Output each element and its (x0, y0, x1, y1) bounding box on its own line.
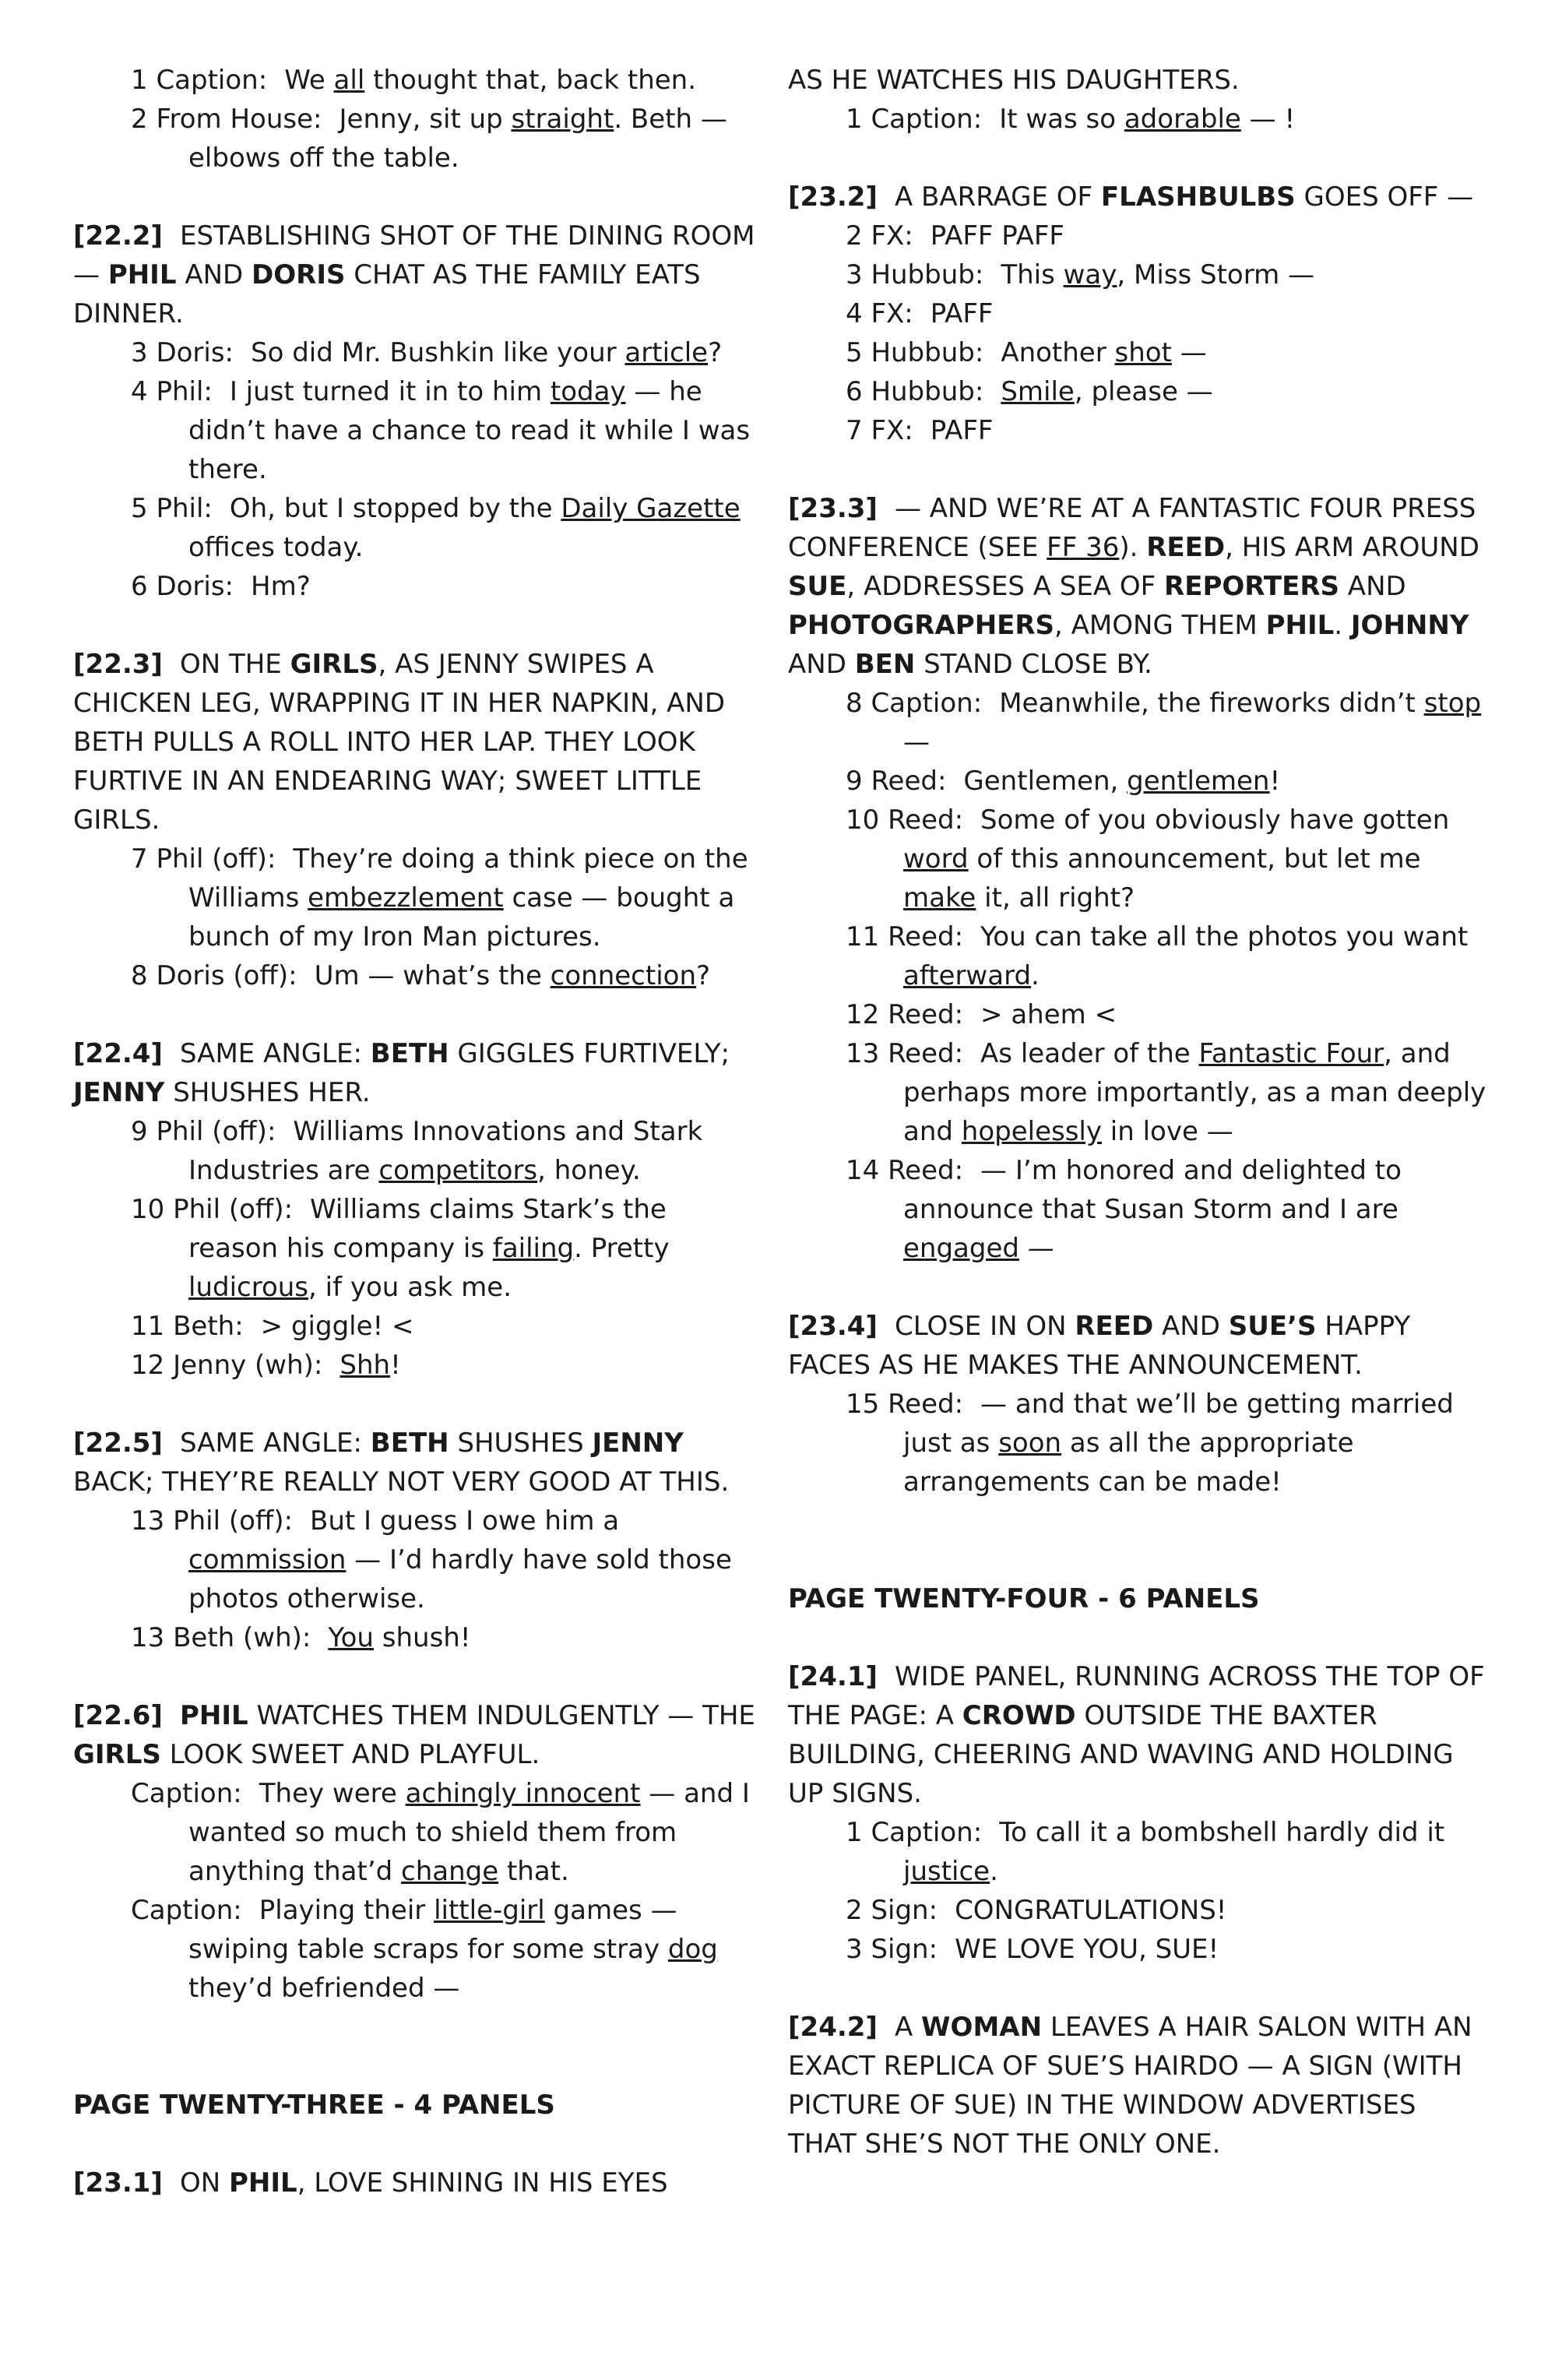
panel-description: [23.3] — AND WE’RE AT A FANTASTIC FOUR PRESS CONFERENCE (SEE FF 36). REED, HIS ARM AROUND SUE, ADDRESSES A SEA OF REPORTERS AND PHOTOGRAPHERS, AMONG THEM PHIL. JOHNNY AND BEN STAND CLOSE BY. (788, 493, 1479, 680)
panel-description: [22.5] SAME ANGLE: BETH SHUSHES JENNY BACK; THEY’RE REALLY NOT VERY GOOD AT THIS. (73, 1428, 730, 1498)
dialogue-line: 14 Reed: — I’m honored and delighted to announce that Susan Storm and I are engaged — (846, 1155, 1402, 1264)
dialogue-line: 4 FX: PAFF (846, 298, 994, 329)
panel-description-continued: AS HE WATCHES HIS DAUGHTERS. (788, 65, 1240, 96)
dialogue-line: 3 Sign: WE LOVE YOU, SUE! (846, 1934, 1219, 1965)
panel-description: [22.4] SAME ANGLE: BETH GIGGLES FURTIVELY; JENNY SHUSHES HER. (73, 1038, 730, 1108)
dialogue-line: 13 Phil (off): But I guess I owe him a commission — I’d hardly have sold those photos otherwise. (131, 1505, 732, 1614)
dialogue-line: 2 From House: Jenny, sit up straight. Beth — elbows off the table. (131, 104, 727, 174)
dialogue-line: 9 Reed: Gentlemen, gentlemen! (846, 766, 1281, 797)
dialogue-line: 13 Beth (wh): You shush! (131, 1622, 471, 1653)
dialogue-line: 3 Hubbub: This way, Miss Storm — (846, 259, 1315, 290)
dialogue-line: Caption: Playing their little-girl games — swiping table scraps for some stray dog they’d befriended — (131, 1895, 718, 2004)
dialogue-line: 4 Phil: I just turned it in to him today — he didn’t have a chance to read it while I was there. (131, 376, 751, 485)
dialogue-line: Caption: They were achingly innocent — and I wanted so much to shield them from anything that’d change that. (131, 1778, 750, 1887)
dialogue-line: 6 Doris: Hm? (131, 571, 311, 602)
panel-description: [22.3] ON THE GIRLS, AS JENNY SWIPES A CHICKEN LEG, WRAPPING IT IN HER NAPKIN, AND BETH PULLS A ROLL INTO HER LAP. THEY LOOK FURTIVE IN AN ENDEARING WAY; SWEET LITTLE GIRLS. (73, 649, 726, 836)
dialogue-line: 1 Caption: To call it a bombshell hardly did it justice. (846, 1817, 1445, 1887)
dialogue-line: 11 Beth: > giggle! < (131, 1311, 414, 1342)
dialogue-line: 1 Caption: We all thought that, back then. (131, 65, 697, 96)
dialogue-line: 9 Phil (off): Williams Innovations and Stark Industries are competitors, honey. (131, 1116, 703, 1186)
dialogue-line: 11 Reed: You can take all the photos you want afterward. (846, 921, 1469, 991)
panel-description: [23.4] CLOSE IN ON REED AND SUE’S HAPPY FACES AS HE MAKES THE ANNOUNCEMENT. (788, 1311, 1411, 1381)
panel-description: [22.2] ESTABLISHING SHOT OF THE DINING ROOM — PHIL AND DORIS CHAT AS THE FAMILY EATS DINNER. (73, 220, 755, 329)
dialogue-line: 5 Phil: Oh, but I stopped by the Daily Gazette offices today. (131, 493, 741, 563)
dialogue-line: 1 Caption: It was so adorable — ! (846, 104, 1296, 135)
dialogue-line: 10 Reed: Some of you obviously have gotten word of this announcement, but let me make it, all right? (846, 804, 1450, 914)
panel-description: [24.2] A WOMAN LEAVES A HAIR SALON WITH AN EXACT REPLICA OF SUE’S HAIRDO — A SIGN (WITH PICTURE OF SUE) IN THE WINDOW ADVERTISES THAT SHE’S NOT THE ONLY ONE. (788, 2012, 1472, 2160)
right-column (788, 61, 1489, 2163)
panel-description: [24.1] WIDE PANEL, RUNNING ACROSS THE TOP OF THE PAGE: A CROWD OUTSIDE THE BAXTER BUILDING, CHEERING AND WAVING AND HOLDING UP SIGNS. (788, 1661, 1485, 1809)
left-column (73, 61, 758, 2202)
dialogue-line: 7 FX: PAFF (846, 415, 994, 446)
dialogue-line: 12 Reed: > ahem < (846, 999, 1117, 1030)
dialogue-line: 5 Hubbub: Another shot — (846, 337, 1207, 368)
dialogue-line: 2 Sign: CONGRATULATIONS! (846, 1895, 1227, 1926)
panel-description: [22.6] PHIL WATCHES THEM INDULGENTLY — THE GIRLS LOOK SWEET AND PLAYFUL. (73, 1700, 755, 1770)
dialogue-line: 3 Doris: So did Mr. Bushkin like your article? (131, 337, 723, 368)
dialogue-line: 8 Caption: Meanwhile, the fireworks didn’t stop — (846, 688, 1482, 758)
panel-description: [23.2] A BARRAGE OF FLASHBULBS GOES OFF — (788, 181, 1474, 213)
dialogue-line: 12 Jenny (wh): Shh! (131, 1350, 401, 1381)
dialogue-line: 10 Phil (off): Williams claims Stark’s the reason his company is failing. Pretty ludicrous, if you ask me. (131, 1194, 670, 1303)
dialogue-line: 7 Phil (off): They’re doing a think piece on the Williams embezzlement case — bought a bunch of my Iron Man pictures. (131, 843, 748, 952)
panel-description: [23.1] ON PHIL, LOVE SHINING IN HIS EYES (73, 2167, 668, 2199)
page-heading: PAGE TWENTY-FOUR - 6 PANELS (788, 1583, 1260, 1614)
dialogue-line: 13 Reed: As leader of the Fantastic Four, and perhaps more importantly, as a man deeply and hopelessly in love — (846, 1038, 1486, 1147)
page-heading: PAGE TWENTY-THREE - 4 PANELS (73, 2090, 555, 2121)
dialogue-line: 6 Hubbub: Smile, please — (846, 376, 1213, 407)
dialogue-line: 8 Doris (off): Um — what’s the connection? (131, 960, 711, 991)
dialogue-line: 2 FX: PAFF PAFF (846, 220, 1064, 252)
dialogue-line: 15 Reed: — and that we’ll be getting married just as soon as all the appropriate arrangements can be made! (846, 1389, 1454, 1498)
